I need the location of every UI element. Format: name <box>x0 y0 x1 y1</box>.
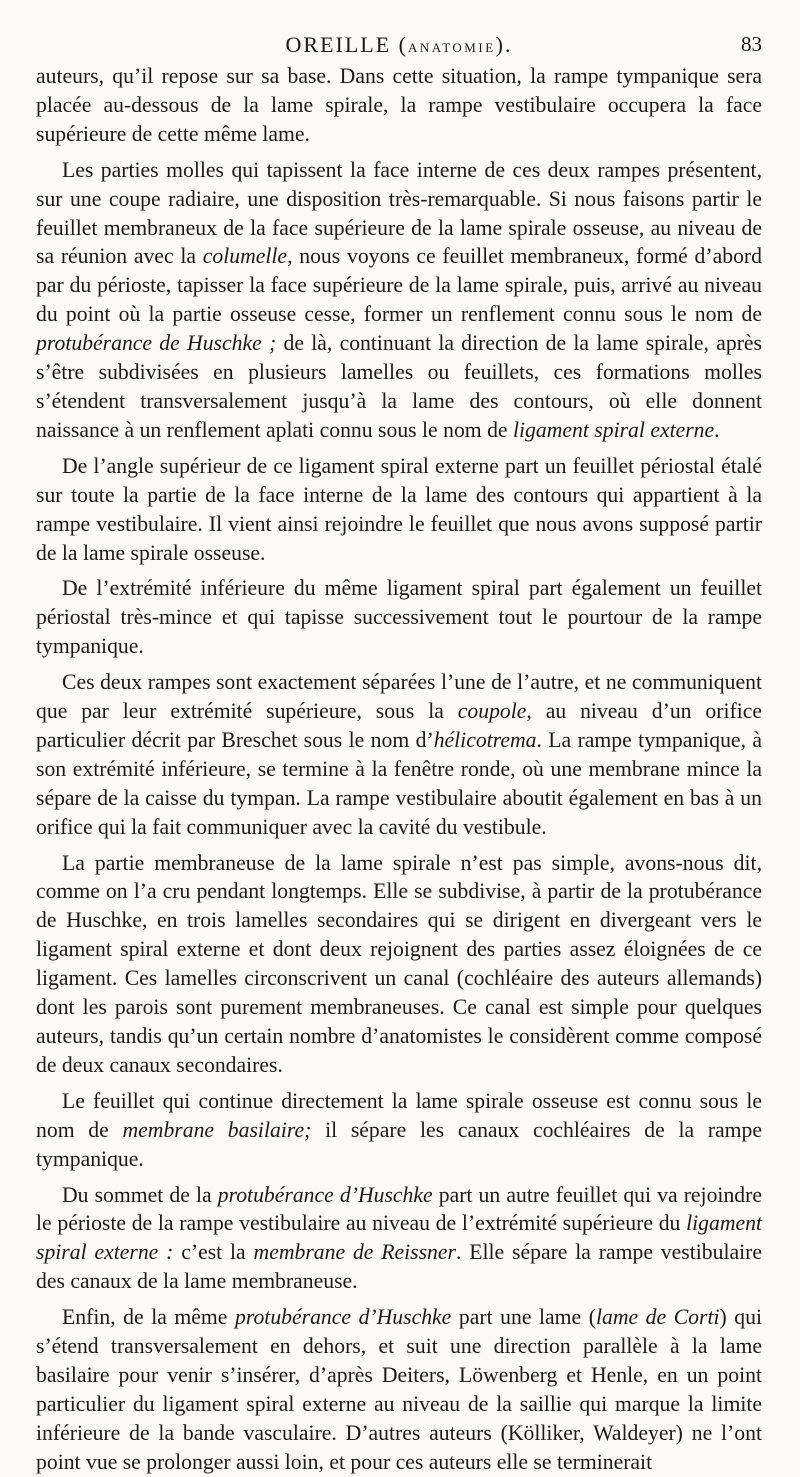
text-run: Le feuillet qui continue directement la lame spirale osseuse est connu sous le nom de <box>36 1088 762 1142</box>
text-run: . Elle sépare la rampe vestibulaire des canaux de la lame membraneuse. <box>36 1240 762 1294</box>
text-run: Les parties molles qui tapissent la face interne de ces deux rampes présentent, sur une coupe radiaire, une disposition très-remarquable. Si nous faisons partir le feuillet membraneux de la face supérieure de la lame spirale osseuse, au niveau de sa réunion avec la <box>36 157 762 269</box>
text-run: Enfin, de la même <box>62 1305 235 1330</box>
italic-term: hélicotrema <box>433 727 537 752</box>
text-run: . <box>714 417 720 442</box>
italic-term: protubérance d’Huschke <box>217 1182 433 1207</box>
text-run: auteurs, qu’il repose sur sa base. Dans cette situation, la rampe tympanique sera placée au-dessous de la lame spirale, la rampe vestibulaire occupera la face supérieure de cette même lame. <box>36 64 762 146</box>
paragraph <box>36 668 762 841</box>
running-title-main: OREILLE ( <box>285 32 408 57</box>
body-text <box>36 62 762 1477</box>
text-run: de là, continuant la direction de la lame spirale, après s’être subdivisées en plusieurs lamelles ou feuillets, ces formations molles s’étendent transversalement jusqu’à la lame des contours, où elle donnent naissance à un renflement aplati connu sous le nom de <box>36 331 762 442</box>
text-run: c’est la <box>173 1240 254 1265</box>
text-run: , au niveau d’un orifice particulier décrit par Breschet sous le nom d’ <box>36 699 763 752</box>
italic-term: membrane de Reissner <box>253 1240 456 1265</box>
running-header <box>36 0 762 62</box>
italic-term: coupole <box>457 699 527 724</box>
paragraph <box>36 452 762 568</box>
text-run: , nous voyons ce feuillet membraneux, formé d’abord par du périoste, tapisser la face supérieure de la lame spirale, puis, arrivé au niveau du point où la partie osseuse cesse, former un renflement connu sous le nom de <box>36 244 762 327</box>
italic-term: ligament spiral externe : <box>36 1211 762 1265</box>
italic-term: ligament spiral externe <box>512 417 715 442</box>
italic-term: lame de Corti <box>595 1305 720 1330</box>
italic-term: columelle <box>202 244 288 269</box>
italic-term: protubérance de Huschke ; <box>36 331 277 356</box>
paragraph <box>36 1303 762 1476</box>
text-run: ) qui s’étend transversalement en dehors, et suit une direction parallèle à la lame basilaire pour venir s’insérer, d’après Deiters, Löwenberg et Henle, en un point particulier du ligament spiral externe au niveau de la saillie qui marque la limite inférieure de la bande vasculaire. D’autres auteurs (Kölliker, Waldeyer) ne l’ont point vue se prolonger aussi loin, et pour ces auteurs elle se terminerait <box>36 1305 762 1474</box>
running-title <box>36 32 762 58</box>
paragraph <box>36 156 762 445</box>
paragraph <box>36 1181 762 1297</box>
text-run: part un autre feuillet qui va rejoindre le périoste de la rampe vestibulaire au niveau de l’extrémité supérieure du <box>36 1182 762 1236</box>
text-run: La partie membraneuse de la lame spirale n’est pas simple, avons-nous dit, comme on l’a cru pendant longtemps. Elle se subdivise, à partir de la protubérance de Huschke, en trois lamelles secondaires qui se dirigent en divergeant vers le ligament spiral externe et dont deux rejoignent des parties assez éloignées de ce ligament. Ces lamelles circonscrivent un canal (cochléaire des auteurs allemands) dont les parois sont purement membraneuses. Ce canal est simple pour quelques auteurs, tandis qu’un certain nombre d’anatomistes le considèrent comme composé de deux canaux secondaires. <box>36 850 762 1077</box>
paragraph <box>36 574 762 661</box>
italic-term: membrane basilaire; <box>122 1117 312 1142</box>
paragraph <box>36 849 762 1080</box>
text-run: . La rampe tympanique, à son extrémité inférieure, se termine à la fenêtre ronde, où une membrane mince la sépare de la caisse du tympan. La rampe vestibulaire aboutit également en bas à un orifice qui la fait communiquer avec la cavité du vestibule. <box>36 727 763 839</box>
running-title-end: ). <box>495 32 513 57</box>
text-run: Ces deux rampes sont exactement séparées l’une de l’autre, et ne communiquent que par leur extrémité supérieure, sous la <box>36 670 762 724</box>
paragraph <box>36 62 762 149</box>
text-run: De l’extrémité inférieure du même ligament spiral part également un feuillet périostal très-mince et qui tapisse successivement tout le pourtour de la rampe tympanique. <box>36 576 762 659</box>
text-run: De l’angle supérieur de ce ligament spiral externe part un feuillet périostal étalé sur toute la partie de la face interne de la lame des contours qui appartient à la rampe vestibulaire. Il vient ainsi rejoindre le feuillet que nous avons supposé partir de la lame spirale osseuse. <box>36 453 762 565</box>
text-run: il sépare les canaux cochléaires de la rampe tympanique. <box>36 1117 763 1171</box>
page-number: 83 <box>741 32 762 56</box>
text-run: part une lame ( <box>451 1305 596 1330</box>
paragraph <box>36 1087 762 1174</box>
running-title-subject: ANATOMIE <box>407 40 496 55</box>
text-run: Du sommet de la <box>62 1182 218 1207</box>
italic-term: protubérance d’Huschke <box>234 1305 452 1330</box>
